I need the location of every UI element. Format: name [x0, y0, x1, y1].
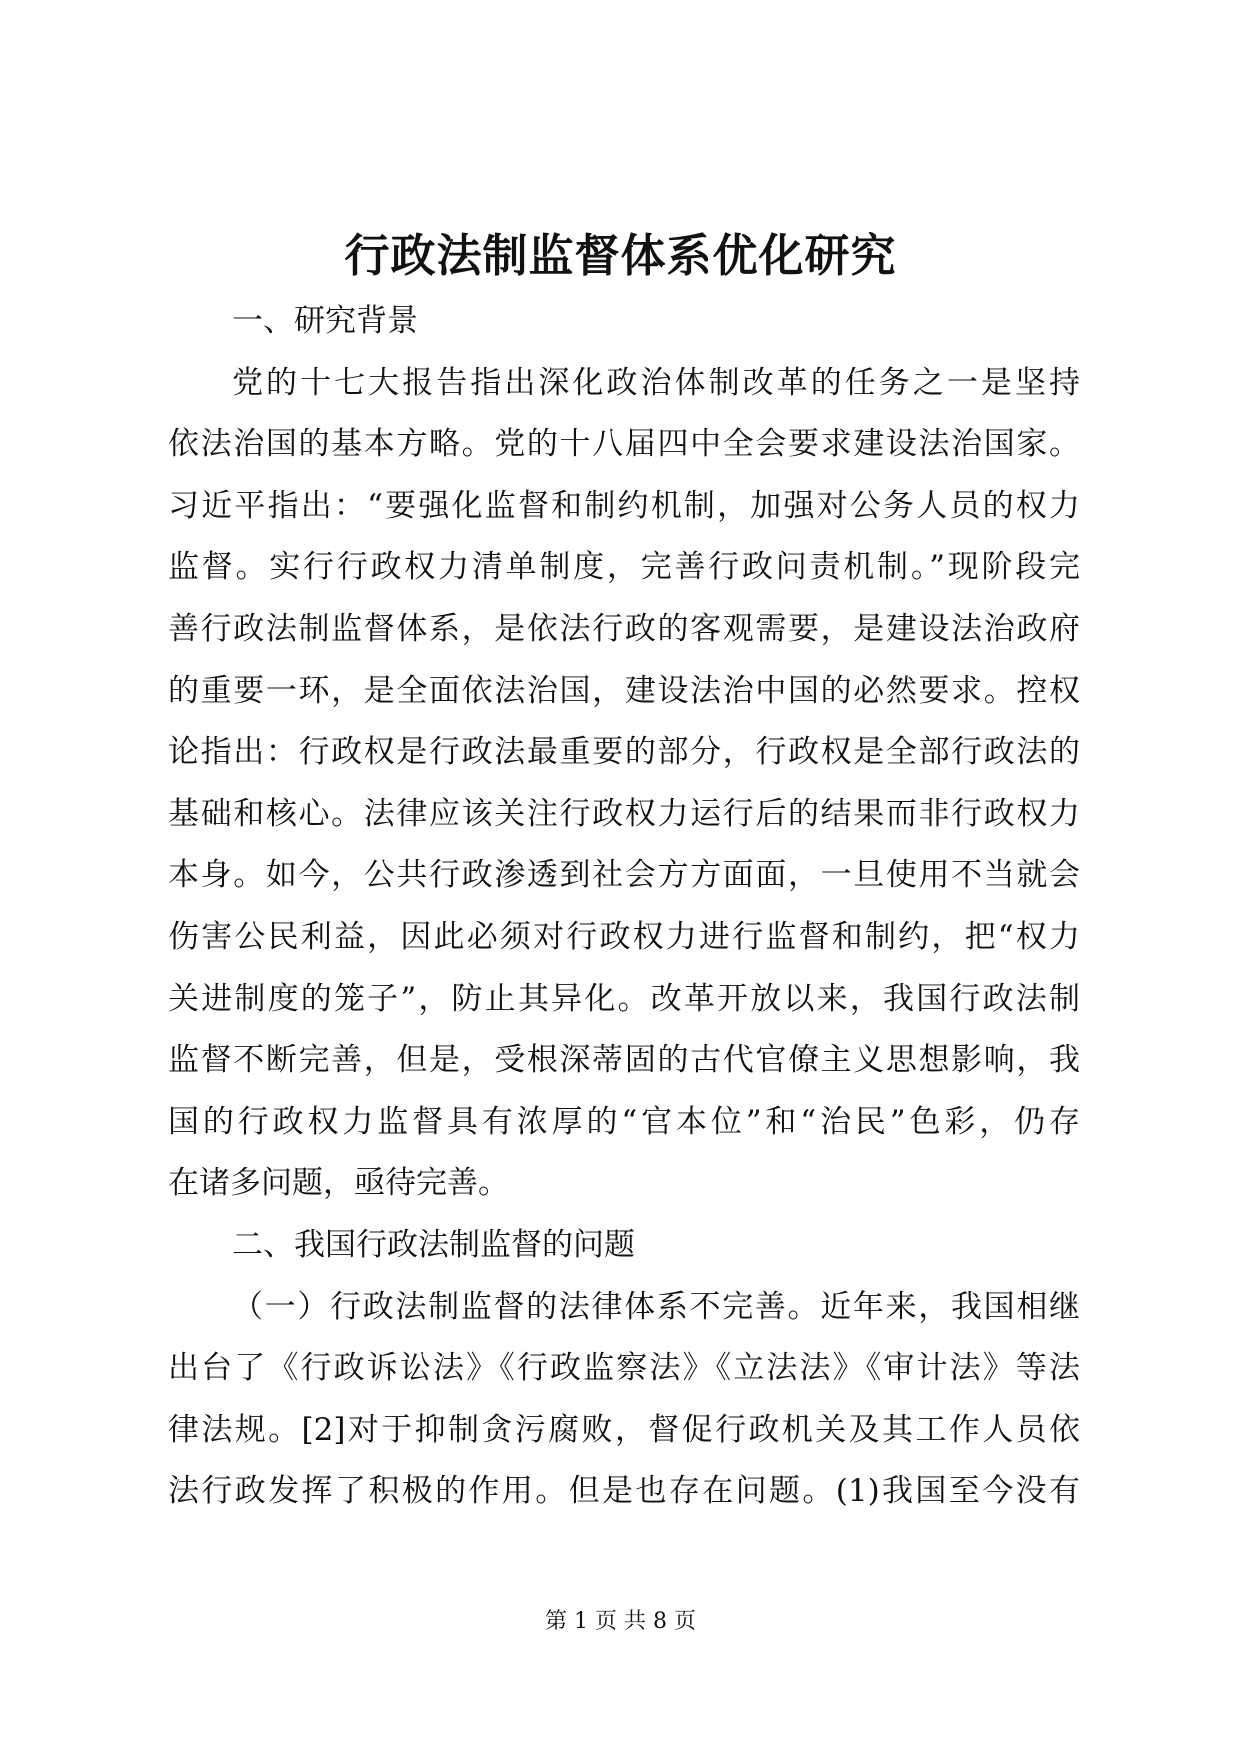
text-line: 论指出：行政权是行政法最重要的部分，行政权是全部行政法的 [168, 734, 1080, 771]
text-line: 监督不断完善，但是，受根深蒂固的古代官僚主义思想影响，我 [168, 1042, 1080, 1079]
page-footer [0, 1607, 1241, 1637]
document-body [168, 291, 1080, 1523]
text-line: 伤害公民利益，因此必须对行政权力进行监督和制约，把“权力 [168, 918, 1080, 955]
text-line: 本身。如今，公共行政渗透到社会方方面面，一旦使用不当就会 [168, 857, 1080, 894]
text-line: 律法规。[2]对于抑制贪污腐败，督促行政机关及其工作人员依 [168, 1411, 1080, 1448]
text-line: 依法治国的基本方略。党的十八届四中全会要求建设法治国家。 [168, 426, 1080, 463]
document-title: 行政法制监督体系优化研究 [344, 229, 897, 282]
text-line: 善行政法制监督体系，是依法行政的客观需要，是建设法治政府 [168, 610, 1080, 647]
text-line: 监督。实行行政权力清单制度，完善行政问责机制。”现阶段完 [168, 549, 1080, 586]
text-line: 二、我国行政法制监督的问题 [232, 1226, 635, 1263]
text-line: 在诸多问题，亟待完善。 [168, 1165, 509, 1202]
text-line: 党的十七大报告指出深化政治体制改革的任务之一是坚持 [232, 364, 1080, 401]
text-line: 基础和核心。法律应该关注行政权力运行后的结果而非行政权力 [168, 795, 1080, 832]
text-line: 出台了《行政诉讼法》《行政监察法》《立法法》《审计法》等法 [168, 1350, 1080, 1387]
text-line: 一、研究背景 [232, 303, 418, 339]
text-line: （一）行政法制监督的法律体系不完善。近年来，我国相继 [232, 1288, 1080, 1325]
text-line: 关进制度的笼子”，防止其异化。改革开放以来，我国行政法制 [168, 980, 1080, 1017]
text-line: 习近平指出：“要强化监督和制约机制，加强对公务人员的权力 [168, 487, 1080, 524]
text-line: 法行政发挥了积极的作用。但是也存在问题。(1)我国至今没有 [168, 1473, 1080, 1510]
text-line: 国的行政权力监督具有浓厚的“官本位”和“治民”色彩，仍存 [168, 1103, 1080, 1140]
text-line: 的重要一环，是全面依法治国，建设法治中国的必然要求。控权 [168, 672, 1080, 709]
page-number-label: 第 1 页 共 8 页 [545, 1609, 696, 1634]
